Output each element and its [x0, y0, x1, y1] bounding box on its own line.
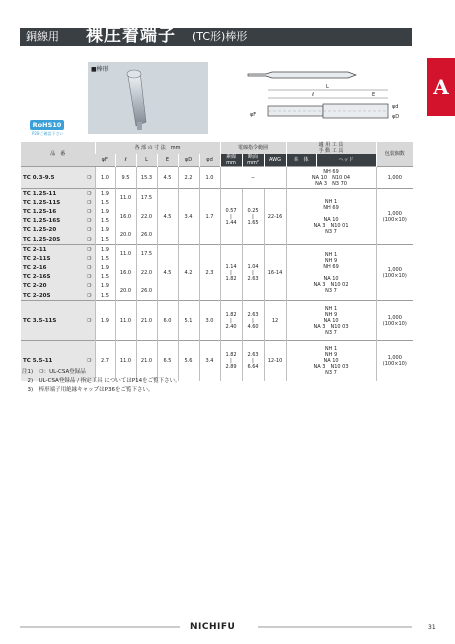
cell: 4.5 — [157, 245, 178, 301]
table-row-model: TC 3.5-11S ❍ — [21, 301, 95, 341]
dim-F-label: φF — [250, 112, 257, 118]
cell: NH 1 NH 9 NA 10 NA 3 N10 03 N3 7 — [286, 341, 376, 381]
page-number: 31 — [428, 624, 436, 631]
cell: NH 69 NA 10 N10 04 NA 3 N3 70 — [286, 167, 376, 189]
col-E: E — [157, 154, 178, 167]
cell: 21.0 — [136, 301, 157, 341]
footer-rule-left — [20, 626, 180, 628]
cell: 0.25 | 1.65 — [242, 189, 264, 245]
table-row-model: TC 5.5-11 ❍ — [21, 341, 95, 381]
col-awg: AWG — [264, 154, 286, 167]
cell: 1.0 — [199, 167, 220, 189]
col-wire-dia: 素線mm — [220, 154, 242, 167]
spec-table — [21, 142, 413, 381]
dimension-drawing — [228, 58, 418, 138]
cell: 1.82 | 2.40 — [220, 301, 242, 341]
cell: 20.0 — [115, 226, 136, 245]
cell: 22.0 — [136, 207, 157, 225]
table-row-model: TC 1.25-11 ❍ — [21, 189, 95, 199]
cell: 26.0 — [136, 226, 157, 245]
cell: 16.0 — [115, 207, 136, 225]
dim-l-label: ℓ — [312, 92, 315, 98]
rohs-note: P28ご確認下さい — [32, 131, 64, 136]
cell: 16.0 — [115, 264, 136, 282]
cell: 1.9 — [95, 207, 115, 216]
rohs-badge: RoHS10 — [30, 120, 64, 130]
cell: 5.1 — [178, 301, 199, 341]
cell: 4.5 — [157, 189, 178, 245]
dim-E-label: E — [372, 92, 376, 98]
cell: 6.0 — [157, 301, 178, 341]
page-title: 裸圧着端子 — [86, 26, 176, 46]
cell: 1.14 | 1.82 — [220, 245, 242, 301]
table-row-model: TC 2-16 ❍ — [21, 264, 95, 273]
col-L: L — [136, 154, 157, 167]
cell: 22.0 — [136, 264, 157, 282]
cell: 1.0 — [95, 167, 115, 189]
cell: 0.57 | 1.44 — [220, 189, 242, 245]
col-tools: 適 用 工 具 手 動 工 具 — [286, 142, 376, 154]
cell: NH 1 NH 9 NA 10 NA 3 N10 03 N3 7 — [286, 301, 376, 341]
cell: 1.5 — [95, 273, 115, 282]
cell: 1,000 (100×10) — [376, 189, 413, 245]
cell: 15.3 — [136, 167, 157, 189]
cell: 3.0 — [199, 301, 220, 341]
cell: 1.5 — [95, 217, 115, 226]
cell: 11.0 — [115, 301, 136, 341]
cell: 12 — [264, 301, 286, 341]
table-row-model: TC 1.25-16S ❍ — [21, 217, 95, 226]
cell: 9.5 — [115, 167, 136, 189]
table-row-model: TC 0.3-9.5 ❍ — [21, 167, 95, 189]
note-2: 2) UL-CSA登録品 / 指定工具 についてはP14をご覧下さい。 — [22, 378, 181, 384]
cell: 16-14 — [264, 245, 286, 301]
cell: 1.04 | 2.63 — [242, 245, 264, 301]
page-subtitle: (TC形)棒形 — [192, 30, 248, 43]
table-row-model: TC 1.25-20S ❍ — [21, 235, 95, 245]
header-category: 銅線用 — [26, 30, 59, 43]
photo-label: ■棒形 — [91, 66, 109, 73]
cell: 20.0 — [115, 282, 136, 301]
cell: 5.6 — [178, 341, 199, 381]
cell: 11.0 — [115, 341, 136, 381]
cell: 6.5 — [157, 341, 178, 381]
cell: 3.4 — [178, 189, 199, 245]
cell: 1,000 — [376, 167, 413, 189]
footer-rule-right — [258, 626, 412, 628]
col-D: φD — [178, 154, 199, 167]
cell: 1,000 (100×10) — [376, 301, 413, 341]
col-d: φd — [199, 154, 220, 167]
cell: 1.9 — [95, 226, 115, 235]
cell: 12-10 — [264, 341, 286, 381]
col-tool-body: 本 体 — [286, 154, 316, 167]
cell: 3.4 — [199, 341, 220, 381]
cell: 2.63 | 6.64 — [242, 341, 264, 381]
table-row-model: TC 1.25-11S ❍ — [21, 198, 95, 207]
cell: 17.5 — [136, 189, 157, 208]
table-row-model: TC 2-11S ❍ — [21, 254, 95, 263]
cell: NH 1 NH 69 NA 10 NA 3 N10 01 N3 7 — [286, 189, 376, 245]
cell: − — [220, 167, 286, 189]
cell: 26.0 — [136, 282, 157, 301]
cell: 4.5 — [157, 167, 178, 189]
col-wire-area: 断面mm² — [242, 154, 264, 167]
dim-L-label: L — [326, 84, 329, 90]
cell: 1.5 — [95, 291, 115, 301]
cell: 1.7 — [199, 189, 220, 245]
ul-mark-icon: ❍ — [86, 174, 92, 181]
cell: 2.7 — [95, 341, 115, 381]
table-row-model: TC 2-20S ❍ — [21, 291, 95, 301]
col-l: ℓ — [115, 154, 136, 167]
table-row-model: TC 2-20 ❍ — [21, 282, 95, 291]
cell: 1.82 | 2.89 — [220, 341, 242, 381]
cell: 1.5 — [95, 235, 115, 245]
col-F: φF — [95, 154, 115, 167]
col-model: 品 番 — [21, 142, 95, 167]
col-dims: 各 部 の 寸 法 mm — [95, 142, 220, 154]
cell: 1,000 (100×10) — [376, 341, 413, 381]
cell: 11.0 — [115, 245, 136, 264]
note-3: 3) 棒形端子用絶縁キャップはP36をご覧下さい。 — [22, 387, 154, 393]
cell: 11.0 — [115, 189, 136, 208]
col-pack: 包装個数 — [376, 142, 413, 167]
dim-D-label: φD — [392, 114, 400, 120]
cell: 1.9 — [95, 282, 115, 291]
ul-mark-icon: ❍ — [86, 190, 92, 197]
table-row-model: TC 2-11 ❍ — [21, 245, 95, 255]
col-tool-head: ヘッド — [316, 154, 376, 167]
cell: NH 1 NH 9 NH 69 NA 10 NA 3 N10 02 N3 7 — [286, 245, 376, 301]
cell: 1.5 — [95, 254, 115, 263]
cell: 1.9 — [95, 301, 115, 341]
cell: 2.2 — [178, 167, 199, 189]
cell: 1,000 (100×10) — [376, 245, 413, 301]
cell: 4.2 — [178, 245, 199, 301]
brand-logo: NICHIFU — [190, 622, 236, 632]
note-1: 注1) ❍：UL-CSA登録品 — [22, 369, 86, 375]
cell: 2.63 | 4.60 — [242, 301, 264, 341]
col-wire: 電線指令範囲 — [220, 142, 286, 154]
table-row-model: TC 1.25-16 ❍ — [21, 207, 95, 216]
table-row-model: TC 1.25-20 ❍ — [21, 226, 95, 235]
cell: 17.5 — [136, 245, 157, 264]
table-row-model: TC 2-16S ❍ — [21, 273, 95, 282]
cell: 1.9 — [95, 189, 115, 199]
cell: 22-16 — [264, 189, 286, 245]
cell: 21.0 — [136, 341, 157, 381]
cell: 1.9 — [95, 264, 115, 273]
section-tab[interactable]: A — [427, 58, 455, 116]
dim-d-label: φd — [392, 104, 399, 110]
cell: 1.5 — [95, 198, 115, 207]
cell: 1.9 — [95, 245, 115, 255]
cell: 2.3 — [199, 245, 220, 301]
